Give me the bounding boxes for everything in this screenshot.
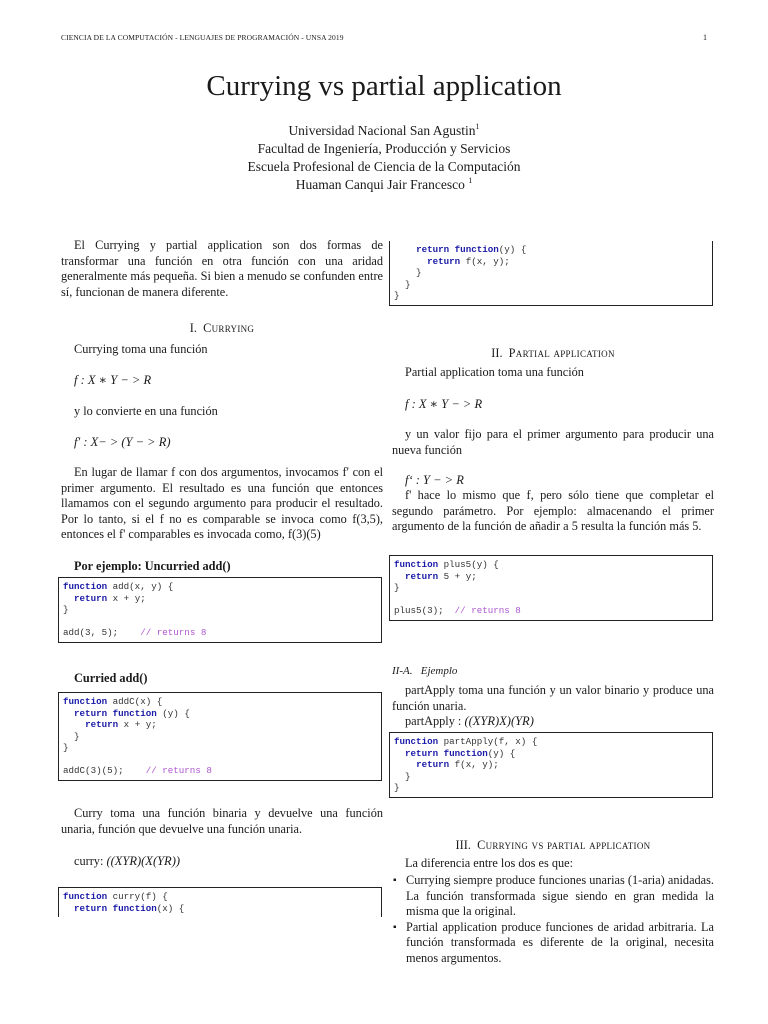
code-text [63, 708, 74, 719]
code-comment: // returns 8 [140, 627, 207, 638]
code-text: } [63, 730, 80, 742]
code-line [394, 290, 708, 302]
code-keyword: function [63, 891, 108, 902]
code-line [394, 748, 708, 760]
code-block-partapply [389, 732, 713, 798]
code-text [394, 256, 427, 267]
code-keyword: function [394, 559, 439, 570]
code-text [394, 748, 405, 759]
code-line [63, 593, 377, 605]
code-keyword: return [416, 759, 450, 770]
section-heading-currying: I. Currying [189, 321, 255, 335]
code-line [63, 731, 377, 743]
code-line [63, 627, 377, 639]
list-item: ▪ Partial application produce funciones de aridad arbitraria. La función transformada es diferente de la original, necesita menos argumentos. [393, 920, 714, 967]
list-item: ▪ Currying siempre produce funciones unarias (1-aria) anidadas. La función transformada sigue siendo en gran medida la misma que la original. [393, 873, 714, 920]
code-keyword: function [112, 707, 157, 719]
example-label: Por ejemplo: Uncurried add() [74, 559, 231, 573]
example-label: Curried add() [74, 671, 148, 685]
code-text: x + y; [118, 719, 157, 730]
subsection-heading-ejemplo: II-A. Ejemplo [392, 665, 458, 677]
code-line [63, 696, 377, 708]
code-text: (x) { [156, 902, 185, 914]
code-text: 5 + y; [438, 570, 477, 582]
code-text: } [394, 770, 411, 782]
affiliation-university: Universidad Nacional San Agustin$^1$ [288, 122, 480, 138]
paragraph: En lugar de llamar f con dos argumentos, invocamos f' con el primer argumento. El resultado es una función que entonces llamamos con el segundo argumento para producir el resultado. Por lo tanto, si el f no es comparable se invoca como f(3,5), entonces el f' comparables es invocada como, f(3)(5) [61, 465, 383, 541]
paragraph: partApply toma una función y un valor binario y produce una función unaria. [392, 683, 714, 713]
code-text: curry(f) { [107, 891, 168, 902]
author-marker: 1 [468, 176, 473, 185]
equation: f‘ : Y − > R [405, 473, 464, 487]
paper-title: Currying vs partial application [206, 70, 562, 102]
code-line [63, 616, 377, 628]
code-text: f(x, y); [460, 255, 510, 267]
code-keyword: return [405, 570, 439, 582]
code-text: add(3, 5); [63, 627, 141, 638]
code-text: f(x, y); [449, 759, 499, 770]
paragraph: Curry toma una función binaria y devuelve una función unaria, función que devuelve una función unaria. [61, 806, 383, 836]
code-block-curried-add [58, 692, 382, 781]
code-keyword: return [405, 747, 439, 759]
code-line [63, 719, 377, 731]
affiliation-faculty: Facultad de Ingeniería, Producción y Servicios [257, 141, 511, 156]
code-block-curry-continued [389, 241, 713, 306]
equation: f : X ∗ Y − > R [74, 373, 152, 387]
code-keyword: return [416, 244, 450, 255]
code-line [63, 891, 377, 903]
code-line [394, 267, 708, 279]
code-line [394, 244, 708, 256]
section-heading-partial-application: II. Partial application [491, 346, 615, 360]
code-text: add(x, y) { [107, 581, 174, 592]
code-line [63, 604, 377, 616]
code-text: (y) { [498, 244, 527, 255]
code-text [394, 759, 416, 770]
page-number: 1 [703, 33, 707, 42]
code-block-curry [58, 887, 382, 917]
code-text: } [63, 742, 69, 753]
affiliation-marker: 1 [475, 122, 480, 131]
code-keyword: return [74, 707, 108, 719]
code-text: } [394, 290, 400, 301]
code-keyword: return [427, 255, 461, 267]
code-text: addC(x) { [107, 696, 163, 707]
code-line [394, 256, 708, 268]
author-name: Huaman Canqui Jair Francesco $^1$ [295, 176, 473, 192]
author-block [0, 122, 768, 194]
code-line [394, 559, 708, 571]
paragraph: Partial application toma una función [405, 365, 584, 379]
code-keyword: function [112, 902, 157, 914]
difference-list [393, 873, 714, 966]
code-text: } [63, 604, 69, 615]
code-keyword: function [394, 736, 439, 747]
code-text: (y) { [156, 707, 190, 719]
code-block-plus5 [389, 555, 713, 621]
code-text [63, 719, 85, 730]
running-head: CIENCIA DE LA COMPUTACIÓN - LENGUAJES DE PROGRAMACIÓN - UNSA 2019 [61, 33, 344, 42]
code-line [394, 736, 708, 748]
code-line [63, 742, 377, 754]
code-comment: // returns 8 [145, 765, 212, 776]
code-keyword: function [63, 696, 108, 707]
code-text: } [394, 582, 400, 593]
section-heading-comparison: III. Currying vs partial application [455, 838, 651, 852]
code-line [63, 903, 377, 915]
code-keyword: return [85, 719, 119, 730]
code-text: } [394, 278, 411, 290]
affiliation-school: Escuela Profesional de Ciencia de la Computación [247, 159, 521, 174]
code-line [394, 279, 708, 291]
code-keyword: return [74, 902, 108, 914]
code-text: } [394, 782, 400, 793]
equation: f′ : X− > (Y − > R) [74, 435, 171, 449]
equation: f : X ∗ Y − > R [405, 397, 483, 411]
code-line [63, 581, 377, 593]
code-text [394, 244, 416, 255]
code-text: addC(3)(5); [63, 765, 146, 776]
code-text [394, 571, 405, 582]
code-text: } [394, 267, 422, 278]
abstract: El Currying y partial application son dos formas de transformar una función en otra función con una aridad generalmente más pequeña. Si bien a menudo se confunden entre sí, funcionan de manera diferente. [61, 238, 383, 299]
paragraph: y lo convierte en una función [74, 404, 218, 418]
code-text: plus5(3); [394, 605, 455, 616]
code-keyword: return [74, 592, 108, 604]
code-line [394, 605, 708, 617]
code-line [394, 582, 708, 594]
code-line [394, 759, 708, 771]
code-line [394, 571, 708, 583]
code-line [394, 782, 708, 794]
code-text: (y) { [487, 747, 516, 759]
code-line [63, 708, 377, 720]
code-block-uncurried-add [58, 577, 382, 643]
code-line [394, 771, 708, 783]
code-comment: // returns 8 [454, 605, 521, 616]
paragraph: f' hace lo mismo que f, pero sólo tiene que completar el segundo parámetro. Por ejemplo: almacenando el primer argumento de la función de añadir a 5 resulta la función más 5. [392, 488, 714, 533]
curry-signature: curry: ((XYR)(X(YR)) [74, 854, 181, 868]
paragraph: La diferencia entre los dos es que: [405, 856, 573, 870]
paragraph: Currying toma una función [74, 342, 208, 356]
code-line [63, 754, 377, 766]
code-keyword: function [63, 581, 108, 592]
partapply-signature: partApply : ((XYR)X)(YR) [405, 714, 534, 728]
code-text [63, 593, 74, 604]
code-text: x + y; [107, 592, 146, 604]
code-keyword: function [454, 244, 499, 255]
paragraph: y un valor fijo para el primer argumento para producir una nueva función [392, 427, 714, 457]
code-text [63, 903, 74, 914]
code-text: plus5(y) { [438, 559, 499, 570]
code-keyword: function [443, 747, 488, 759]
code-line [63, 765, 377, 777]
code-line [394, 594, 708, 606]
code-text: partApply(f, x) { [438, 736, 538, 747]
